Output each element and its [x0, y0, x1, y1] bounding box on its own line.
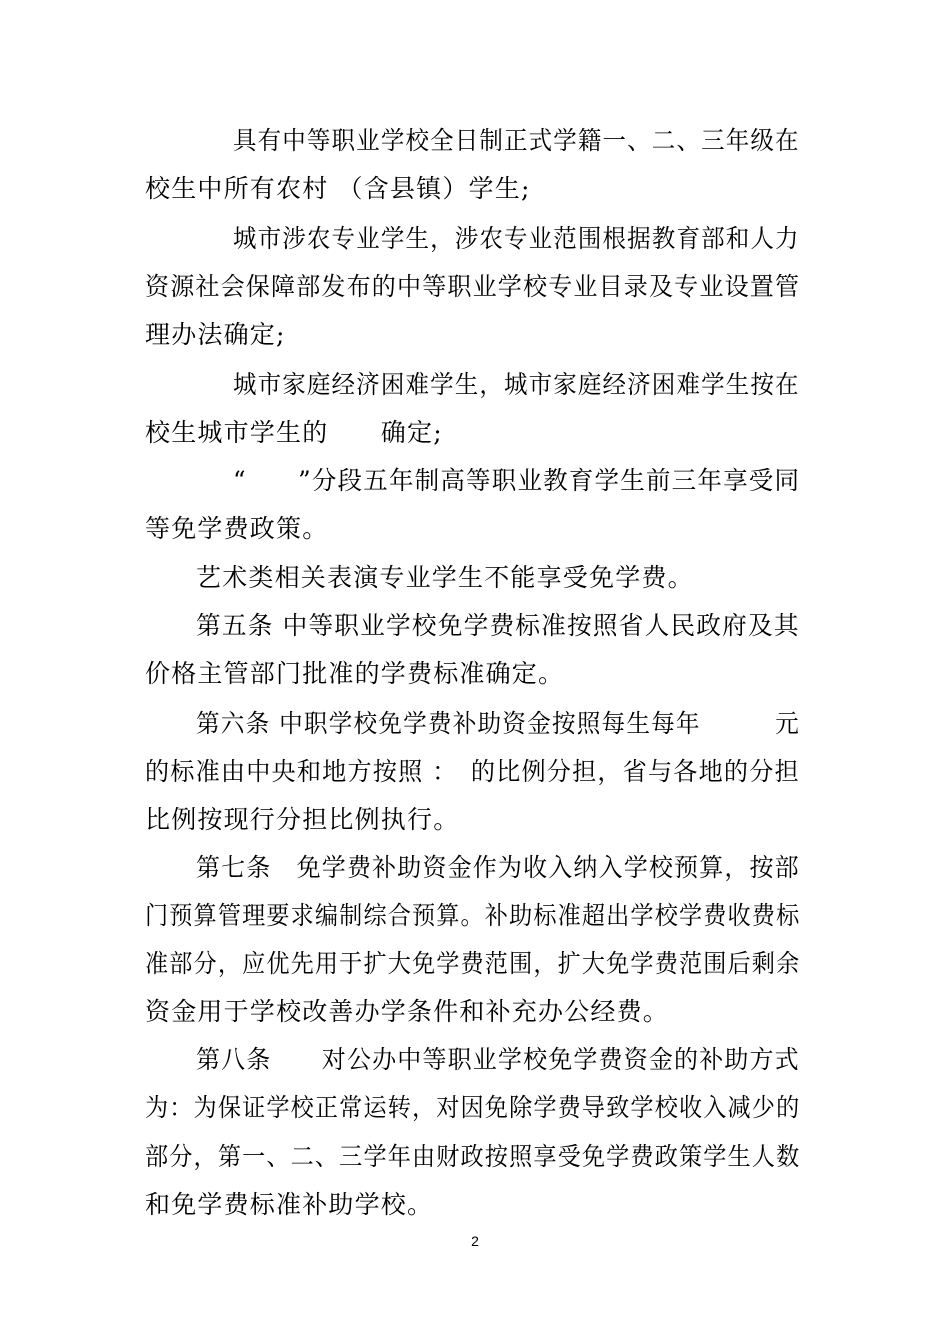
- text-line: 第六条 中职学校免学费补助资金按照每生每年 元: [196, 709, 800, 738]
- text-line: 准部分，应优先用于扩大免学费范围，扩大免学费范围后剩余: [145, 949, 801, 978]
- text-line: 部分，第一、二、三学年由财政按照享受免学费政策学生人数: [145, 1142, 801, 1171]
- text-line: 校生中所有农村 （含县镇）学生;: [145, 174, 531, 203]
- text-line: 为：为保证学校正常运转，对因免除学费导致学校收入减少的: [145, 1093, 801, 1122]
- text-line: 艺术类相关表演专业学生不能享受免学费。: [196, 563, 694, 592]
- text-line: 价格主管部门批准的学费标准确定。: [145, 659, 565, 688]
- text-line: 具有中等职业学校全日制正式学籍一、二、三年级在: [233, 126, 800, 155]
- text-line: 门预算管理要求编制综合预算。补助标准超出学校学费收费标: [145, 901, 801, 930]
- page-number: 2: [471, 1233, 479, 1249]
- text-line: 第八条 对公办中等职业学校免学费资金的补助方式: [196, 1045, 800, 1074]
- text-line: 的标准由中央和地方按照 ： 的比例分担，省与各地的分担: [145, 757, 800, 786]
- text-line: 资源社会保障部发布的中等职业学校专业目录及专业设置管: [145, 272, 801, 301]
- text-line: 等免学费政策。: [145, 514, 329, 543]
- text-line: 第七条 免学费补助资金作为收入纳入学校预算，按部: [196, 853, 800, 882]
- text-line: 资金用于学校改善办学条件和补充办公经费。: [145, 997, 670, 1026]
- text-line: 理办法确定;: [145, 320, 286, 349]
- text-line: 城市家庭经济困难学生，城市家庭经济困难学生按在: [233, 370, 800, 399]
- text-line: “ ”分段五年制高等职业教育学生前三年享受同: [233, 466, 801, 495]
- text-line: 校生城市学生的 确定;: [145, 418, 443, 447]
- text-line: 城市涉农专业学生，涉农专业范围根据教育部和人力: [233, 224, 800, 253]
- text-line: 和免学费标准补助学校。: [145, 1190, 434, 1219]
- text-line: 第五条 中等职业学校免学费标准按照省人民政府及其: [196, 611, 800, 640]
- text-line: 比例按现行分担比例执行。: [145, 805, 460, 834]
